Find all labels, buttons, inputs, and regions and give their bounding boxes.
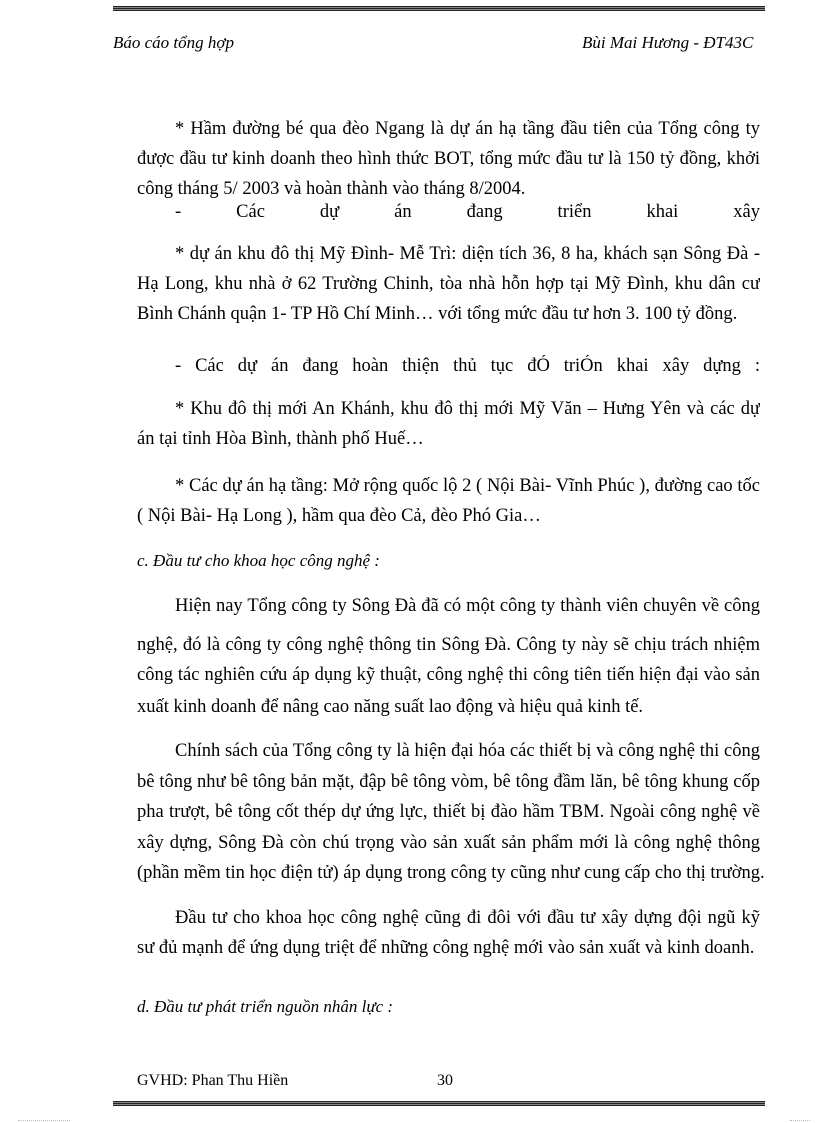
text-line: công tác nghiên cứu áp dụng kỹ thuật, công nghệ thi công tiên tiến hiện đại vào sản <box>137 665 760 685</box>
header-rule <box>113 6 765 11</box>
text-line: (phần mềm tin học điện tử) áp dụng trong công ty cũng như cung cấp cho thị trường. <box>137 863 765 883</box>
text-line: công tháng 5/ 2003 và hoàn thành vào tháng 8/2004. <box>137 179 526 199</box>
footer-rule <box>113 1101 765 1106</box>
text-line: pha trượt, bê tông cốt thép dự ứng lực, thiết bị đào hầm TBM. Ngoài công nghệ về <box>137 802 760 822</box>
text-line: bê tông như bê tông bản mặt, đập bê tông vòm, bê tông đầm lăn, bê tông khung cốp <box>137 772 760 792</box>
text-line: Hiện nay Tổng công ty Sông Đà đã có một công ty thành viên chuyên về công <box>175 596 760 616</box>
section-heading-d: d. Đầu tư phát triển nguồn nhân lực : <box>137 997 394 1016</box>
text-line: án tại tỉnh Hòa Bình, thành phố Huế… <box>137 429 424 449</box>
header-author: Bùi Mai Hương - ĐT43C <box>582 33 754 52</box>
text-line: Hạ Long, khu nhà ở 62 Trường Chinh, tòa nhà hỗn hợp tại Mỹ Đình, khu dân cư <box>137 274 760 294</box>
text-line: - Các dự án đang triển khai xây <box>175 202 760 222</box>
text-line: * dự án khu đô thị Mỹ Đình- Mễ Trì: diện tích 36, 8 ha, khách sạn Sông Đà - <box>175 244 760 264</box>
text-line: * Các dự án hạ tầng: Mở rộng quốc lộ 2 ( Nội Bài- Vĩnh Phúc ), đường cao tốc <box>175 476 760 496</box>
section-heading-c: c. Đầu tư cho khoa học công nghệ : <box>137 551 380 570</box>
text-line: * Hầm đường bé qua đèo Ngang là dự án hạ tầng đầu tiên của Tổng công ty <box>175 119 760 139</box>
text-line: Đầu tư cho khoa học công nghệ cũng đi đôi với đầu tư xây dựng đội ngũ kỹ <box>175 908 760 928</box>
text-line: Chính sách của Tổng công ty là hiện đại hóa các thiết bị và công nghệ thi công <box>175 741 760 761</box>
text-line: nghệ, đó là công ty công nghệ thông tin Sông Đà. Công ty này sẽ chịu trách nhiệm <box>137 635 760 655</box>
text-line: - Các dự án đang hoàn thiện thủ tục đÓ triÓn khai xây dựng : <box>175 356 760 376</box>
text-line: sư đủ mạnh để ứng dụng triệt để những công nghệ mới vào sản xuất và kinh doanh. <box>137 938 755 958</box>
footer-advisor: GVHD: Phan Thu Hiền <box>137 1072 289 1089</box>
text-line: Bình Chánh quận 1- TP Hồ Chí Minh… với tổng mức đầu tư hơn 3. 100 tỷ đồng. <box>137 304 738 324</box>
text-line: được đầu tư kinh doanh theo hình thức BOT, tổng mức đầu tư là 150 tỷ đồng, khởi <box>137 149 760 169</box>
page-number: 30 <box>437 1072 453 1089</box>
text-line: xuất kinh doanh để nâng cao năng suất lao động và hiệu quả kinh tế. <box>137 697 644 717</box>
text-line: ( Nội Bài- Hạ Long ), hầm qua đèo Cả, đèo Phó Gia… <box>137 506 541 526</box>
footer-dotted-line <box>18 1120 70 1122</box>
text-line: * Khu đô thị mới An Khánh, khu đô thị mới Mỹ Văn – Hưng Yên và các dự <box>175 399 760 419</box>
text-line: xây dựng, Sông Đà còn chú trọng vào sản xuất sản phẩm mới là công nghệ thông <box>137 833 760 853</box>
header-title: Báo cáo tổng hợp <box>113 33 234 52</box>
footer-dotted-line <box>790 1120 810 1122</box>
